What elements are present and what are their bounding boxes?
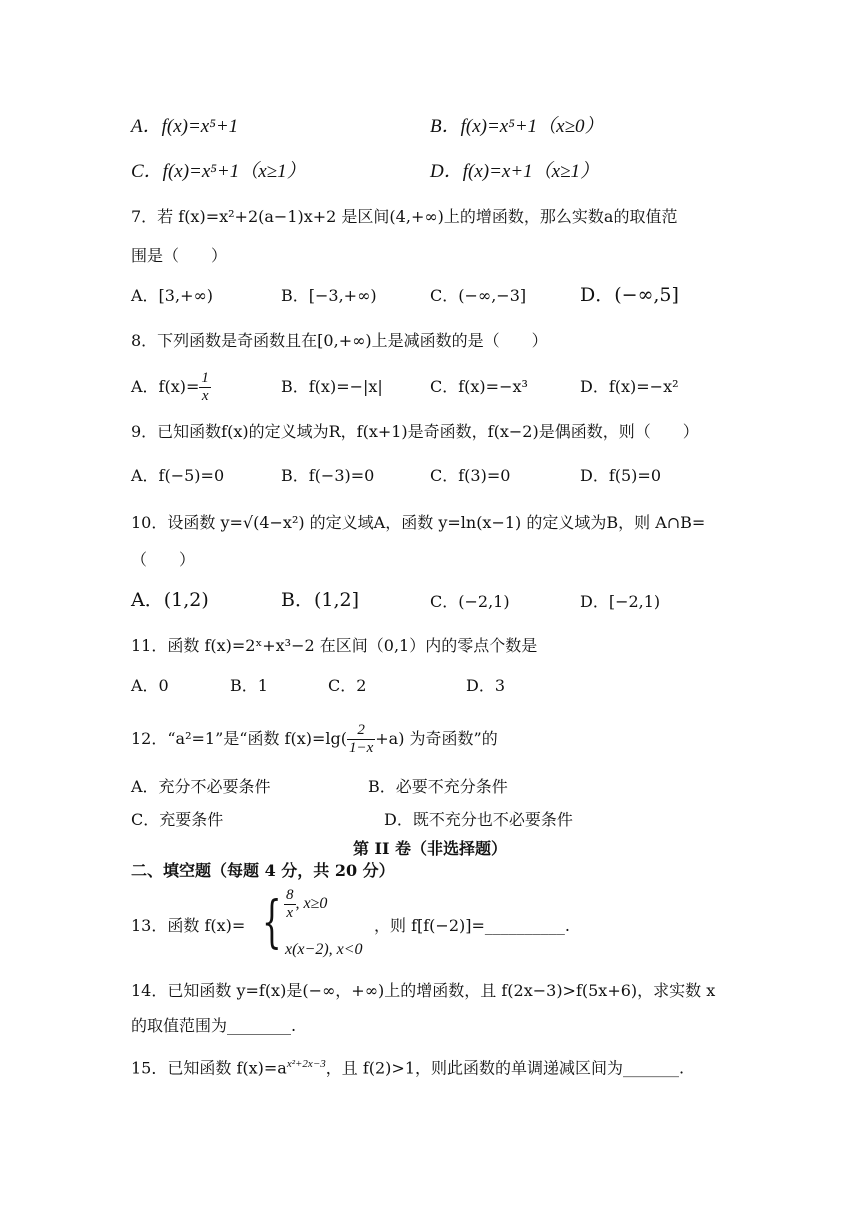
q11-stem: 11．函数 f(x)=2ˣ+x³−2 在区间（0,1）内的零点个数是 (131, 636, 538, 655)
q13-prefix: 13．函数 f(x)= (131, 916, 246, 935)
q13-case1 (284, 887, 327, 922)
q7-option-c: C．(−∞,−3] (430, 286, 527, 305)
q8-option-a (131, 370, 211, 405)
q7-stem-line1: 7．若 f(x)=x²+2(a−1)x+2 是区间(4,+∞)上的增函数，那么实数a的取值范 (131, 207, 678, 226)
q10-option-c: C．(−2,1) (430, 592, 510, 611)
q7-option-a: A．[3,+∞) (131, 286, 214, 305)
q13-case1-denominator: x (286, 905, 294, 921)
q13-case1-numerator: 8 (286, 887, 294, 903)
q8-option-a-prefix: A．f(x)= (131, 377, 200, 396)
q12-fraction-denominator: 1−x (348, 740, 374, 756)
q13-suffix: ，则 f[f(−2)]=__________. (374, 916, 570, 935)
q11-option-a: A．0 (131, 676, 169, 695)
q7-option-b: B．[−3,+∞) (281, 286, 377, 305)
q8-option-b: B．f(x)=−|x| (281, 377, 383, 396)
q9-option-d: D．f(5)=0 (580, 466, 662, 485)
q12-option-d: D．既不充分也不必要条件 (384, 810, 573, 829)
q8-option-c: C．f(x)=−x³ (430, 377, 528, 396)
q6-option-c: C．f(x)=x⁵+1（x≥1） (131, 161, 306, 182)
part2-heading: 二、填空题（每题 4 分，共 20 分） (131, 861, 395, 880)
q13-case2: x(x−2), x<0 (285, 941, 363, 958)
q8-stem: 8．下列函数是奇函数且在[0,+∞)上是减函数的是（ ） (131, 331, 548, 350)
q15-prefix: 15．已知函数 f(x)=a (131, 1058, 287, 1078)
q15-suffix: ，且 f(2)>1，则此函数的单调递减区间为_______. (325, 1058, 685, 1078)
q10-stem-line2: （ ） (131, 550, 196, 569)
q11-option-d: D．3 (466, 676, 506, 695)
q13-brace: { (262, 890, 282, 955)
section-title: 第 II 卷（非选择题） (352, 839, 508, 858)
q11-option-b: B．1 (230, 676, 268, 695)
q10-option-b: B．(1,2] (281, 589, 360, 611)
q9-stem: 9．已知函数f(x)的定义域为R，f(x+1)是奇函数，f(x−2)是偶函数，则（ ） (131, 422, 699, 441)
q11-option-c: C．2 (328, 676, 367, 695)
q13-case1-condition: , x≥0 (295, 895, 328, 913)
q12-stem (131, 722, 498, 757)
q9-option-c: C．f(3)=0 (430, 466, 511, 485)
q6-option-d: D．f(x)=x+1（x≥1） (430, 161, 600, 182)
q8-option-d: D．f(x)=−x² (580, 377, 679, 396)
q15-exponent: x²+2x−3 (286, 1058, 326, 1070)
q8-option-a-fraction (199, 370, 211, 405)
q6-option-b: B．f(x)=x⁵+1（x≥0） (430, 116, 604, 137)
q12-stem-prefix: 12．“a²=1”是“函数 f(x)=lg( (131, 729, 347, 748)
q8-fraction-denominator: x (201, 388, 209, 404)
q8-fraction-numerator: 1 (201, 370, 209, 386)
q12-option-a: A．充分不必要条件 (131, 777, 271, 796)
q10-option-d: D．[−2,1) (580, 592, 661, 611)
q14-line2: 的取值范围为________. (131, 1016, 297, 1035)
q15-stem (131, 1053, 684, 1079)
q9-option-b: B．f(−3)=0 (281, 466, 375, 485)
q9-option-a: A．f(−5)=0 (131, 466, 225, 485)
q13-case1-fraction (284, 887, 296, 922)
q12-stem-suffix: +a) 为奇函数”的 (375, 729, 498, 748)
q10-stem-line1: 10．设函数 y=√(4−x²) 的定义域A，函数 y=ln(x−1) 的定义域为B，则 A∩B= (131, 513, 706, 532)
q14-line1: 14．已知函数 y=f(x)是(−∞，+∞)上的增函数，且 f(2x−3)>f(5x+6)，求实数 x (131, 981, 716, 1000)
q12-option-b: B．必要不充分条件 (368, 777, 508, 796)
q6-option-a: A．f(x)=x⁵+1 (131, 116, 239, 137)
q12-fraction-numerator: 2 (347, 722, 375, 740)
q12-option-c: C．充要条件 (131, 810, 224, 829)
q7-option-d: D．(−∞,5] (580, 284, 679, 306)
q10-option-a: A．(1,2) (131, 589, 209, 611)
q12-fraction (347, 722, 375, 757)
q7-stem-line2: 围是（ ） (131, 246, 228, 265)
